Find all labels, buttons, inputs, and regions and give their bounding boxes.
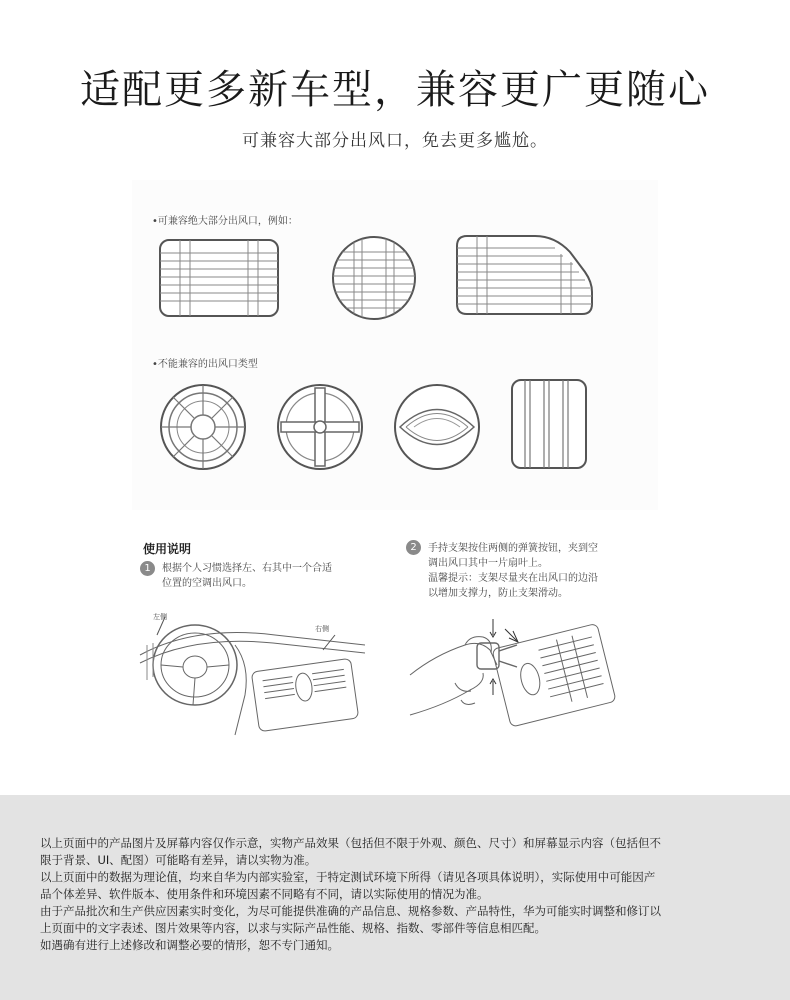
step-1-line-1: 根据个人习惯选择左、右其中一个合适 [162,563,332,574]
lens-vent-icon [392,382,482,472]
step-2-line-1: 手持支架按住两侧的弹簧按钮，夹到空 [428,543,598,554]
step-2-line-3: 温馨提示：支架尽量夹在出风口的边沿 [428,573,598,584]
step-2-line-2: 调出风口其中一片扇叶上。 [428,558,548,569]
disclaimer-line-4: 品个体差异、软件版本、使用条件和环境因素不同略有不同，请以实际使用的情况为准。 [40,887,489,901]
disclaimer-line-2: 限于背景、UI、配图）可能略有差异，请以实物为准。 [40,853,317,867]
disclaimer-line-3: 以上页面中的数据为理论值，均来自华为内部实验室，于特定测试环境下所得（请见各项具体说明），实际使用中可能因产 [40,870,656,884]
page-subtitle: 可兼容大部分出风口，免去更多尴尬。 [242,131,548,151]
rectangular-vent-icon [158,238,280,318]
compatible-vents-label: •可兼容绝大部分出风口，例如： [152,216,298,227]
right-vent-label: 右侧 [315,625,329,633]
usage-title: 使用说明 [143,542,192,556]
disclaimer-line-7: 如遇确有进行上述修改和调整必要的情形，恕不专门通知。 [40,938,339,952]
cross-vent-icon [275,382,365,472]
round-vent-icon [330,234,418,322]
page-title: 适配更多新车型，兼容更广更随心 [80,67,710,113]
dashboard-illustration [135,605,370,740]
vertical-slat-vent-icon [510,378,588,470]
disclaimer-footer [0,795,790,1000]
hand-mounting-illustration [405,605,620,740]
disclaimer-line-6: 上页面中的文字表述、图片效果等内容，以求与实际产品性能、规格、指数、零部件等信息相匹配。 [40,921,546,935]
step-2-badge: 2 [406,540,421,555]
concentric-vent-icon [158,382,248,472]
disclaimer-line-5: 由于产品批次和生产供应因素实时变化，为尽可能提供准确的产品信息、规格参数、产品特性，华为可能实时调整和修订以 [40,904,661,918]
step-1-badge: 1 [140,561,155,576]
irregular-vent-icon [455,234,595,316]
step-1-line-2: 位置的空调出风口。 [162,578,252,589]
left-vent-label: 左侧 [153,613,167,621]
disclaimer-line-1: 以上页面中的产品图片及屏幕内容仅作示意，实物产品效果（包括但不限于外观、颜色、尺寸）和屏幕显示内容（包括但不 [40,836,661,850]
step-2-line-4: 以增加支撑力，防止支架滑动。 [428,588,568,599]
disclaimer-text [40,835,752,954]
incompatible-vents-label: •不能兼容的出风口类型 [152,359,258,370]
